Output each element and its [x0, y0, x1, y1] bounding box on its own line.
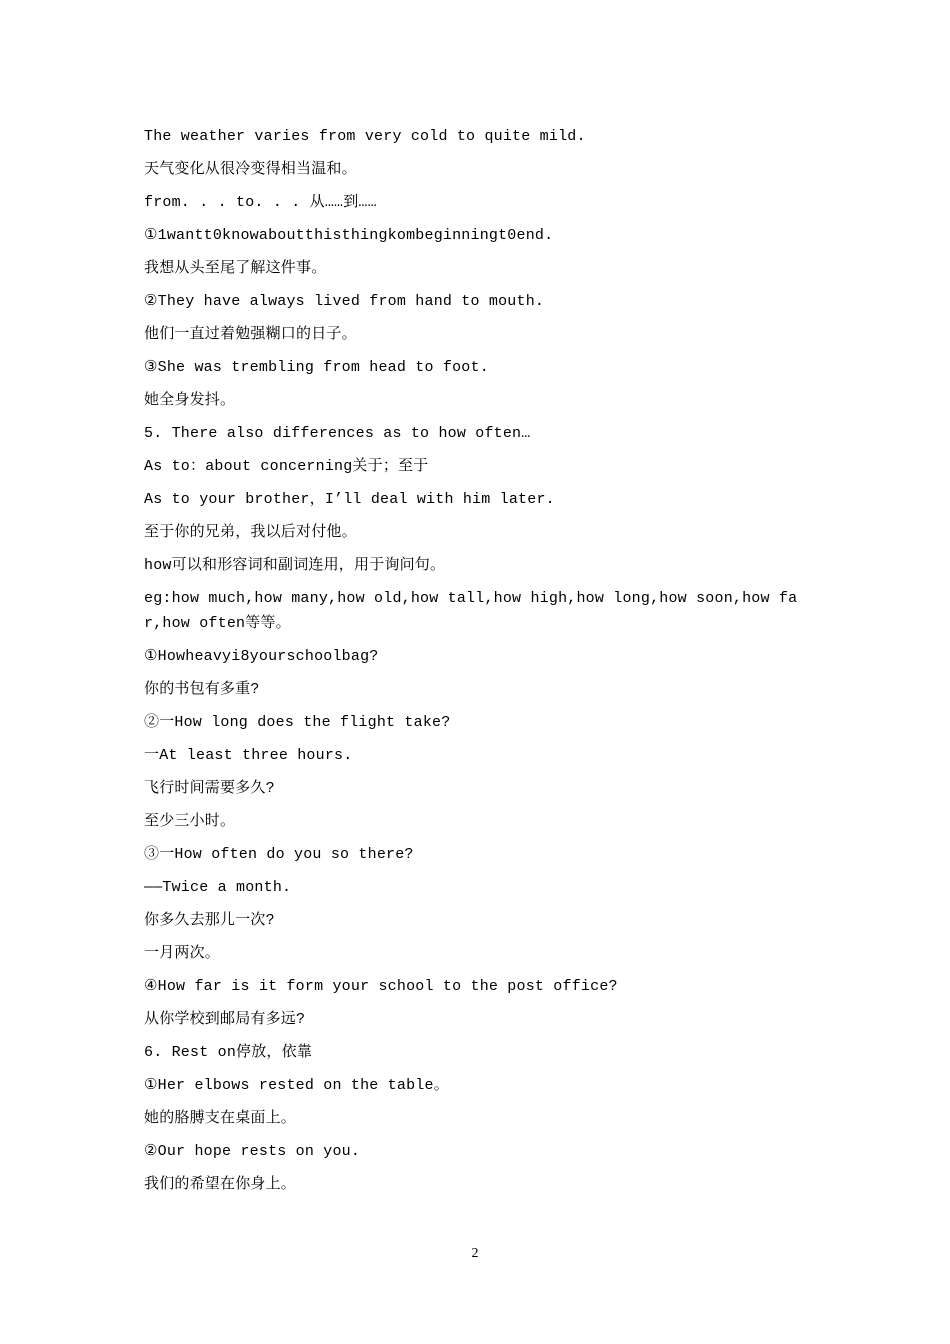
text-line: 我们的希望在你身上。: [144, 1176, 297, 1193]
section-heading-5: 5. There also differences as to how often…: [144, 425, 531, 442]
text-line-wrapped: eg:how much,how many,how old,how tall,how high,how long,how soon,how far,how often等等。: [144, 590, 798, 632]
text-line: As to：about concerning关于；至于: [144, 458, 429, 475]
text-line: 我想从头至尾了解这件事。: [144, 260, 327, 277]
text-line: The weather varies from very cold to quite mild.: [144, 128, 586, 145]
text-line: ③一How often do you so there?: [144, 846, 414, 863]
document-body: [144, 124, 809, 1205]
text-line: 至少三小时。: [144, 813, 236, 830]
text-line: ②一How long does the flight take?: [144, 714, 451, 731]
text-line: ②They have always lived from hand to mouth.: [144, 293, 545, 310]
text-line: 从你学校到邮局有多远?: [144, 1011, 306, 1028]
text-line: how可以和形容词和副词连用，用于询问句。: [144, 557, 446, 574]
text-line: ④How far is it form your school to the post office?: [144, 978, 618, 995]
text-line: 至于你的兄弟，我以后对付他。: [144, 524, 357, 541]
text-line: ——Twice a month.: [144, 879, 292, 896]
text-line: ①Howheavyi8yourschoolbag?: [144, 648, 379, 665]
text-line: 他们一直过着勉强糊口的日子。: [144, 326, 357, 343]
text-line: 她的胳膊支在桌面上。: [144, 1110, 297, 1127]
text-line: 她全身发抖。: [144, 392, 236, 409]
text-line: ①1wantt0knowaboutthisthingkombeginningt0end.: [144, 227, 554, 244]
text-line: As to your brother，I’ll deal with him later.: [144, 491, 555, 508]
text-line: 飞行时间需要多久?: [144, 780, 275, 797]
text-line: from. . . to. . . 从……到……: [144, 194, 377, 211]
text-line: 你的书包有多重?: [144, 681, 260, 698]
text-line: ③She was trembling from head to foot.: [144, 359, 489, 376]
text-line: ①Her elbows rested on the table。: [144, 1077, 449, 1094]
text-line: 一月两次。: [144, 945, 221, 962]
text-line: 一At least three hours.: [144, 747, 353, 764]
text-line: ②Our hope rests on you.: [144, 1143, 361, 1160]
text-line: 天气变化从很冷变得相当温和。: [144, 161, 357, 178]
section-heading-6: 6. Rest on停放，依靠: [144, 1044, 313, 1061]
text-line: 你多久去那儿一次?: [144, 912, 275, 929]
page-number: 2: [471, 1246, 479, 1261]
